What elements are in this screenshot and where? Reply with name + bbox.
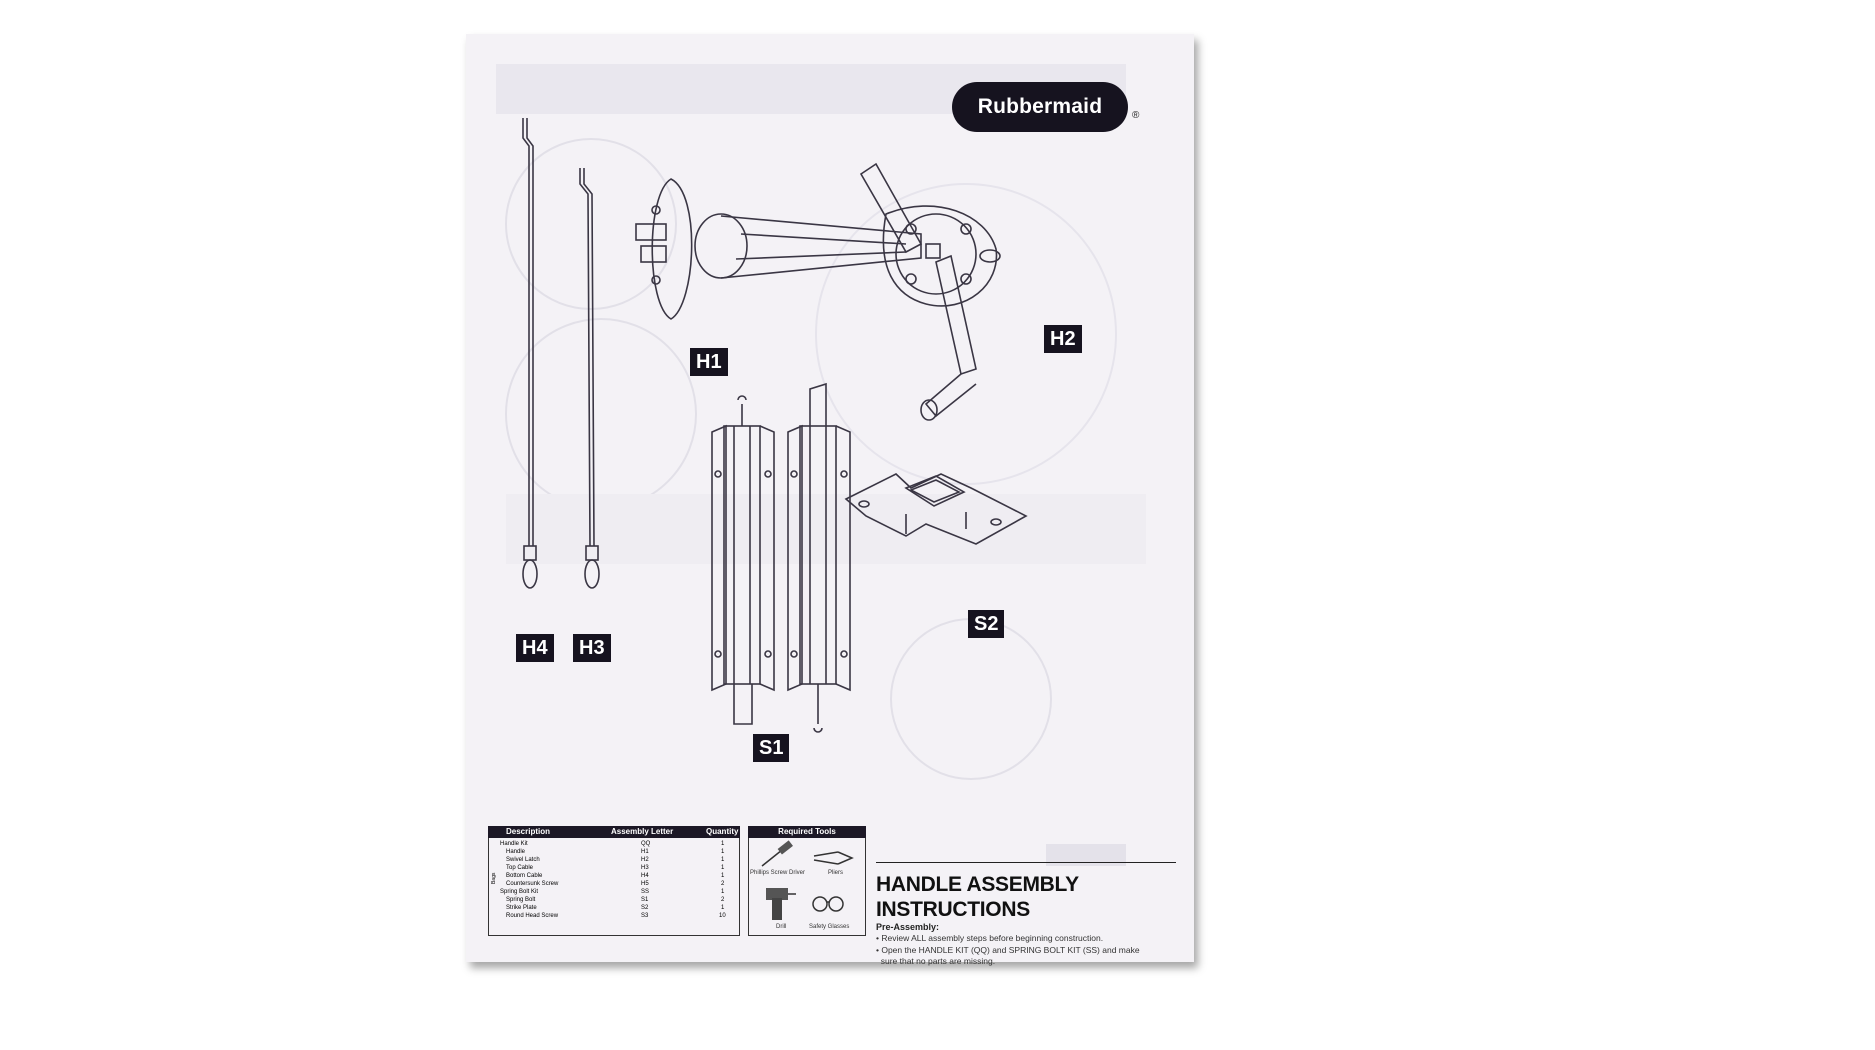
pliers-icon bbox=[814, 852, 852, 864]
table-row-quantity: 1 bbox=[721, 873, 725, 879]
table-row-description: Spring Bolt bbox=[506, 897, 536, 903]
pre-assembly-bullet: • Review ALL assembly steps before beginning construction. bbox=[876, 933, 1104, 943]
part-label-h1: H1 bbox=[690, 348, 728, 376]
table-row-letter: S2 bbox=[641, 905, 649, 911]
table-row-description: Countersunk Screw bbox=[506, 881, 559, 887]
table-row-letter: H5 bbox=[641, 881, 649, 887]
tool-label-safety-glasses: Safety Glasses bbox=[809, 924, 850, 930]
tool-label-drill: Drill bbox=[776, 924, 787, 930]
table-row-description: Spring Bolt Kit bbox=[500, 889, 539, 895]
table-row-quantity: 1 bbox=[721, 841, 725, 847]
table-row-letter: S1 bbox=[641, 897, 649, 903]
table-row-quantity: 2 bbox=[721, 881, 725, 887]
pre-assembly-bullet: • Open the HANDLE KIT (QQ) and SPRING BOLT KIT (SS) and make bbox=[876, 945, 1140, 955]
table-row-description: Handle Kit bbox=[500, 841, 528, 847]
table-row-quantity: 1 bbox=[721, 857, 725, 863]
col-header-assembly-letter: Assembly Letter bbox=[611, 827, 674, 836]
spring-bolt-left-drawing bbox=[712, 396, 774, 724]
table-row-letter: H1 bbox=[641, 849, 649, 855]
table-row-description: Bottom Cable bbox=[506, 873, 543, 879]
tools-icons bbox=[748, 840, 864, 930]
table-row-quantity: 1 bbox=[721, 889, 725, 895]
col-header-quantity: Quantity bbox=[706, 827, 739, 836]
part-label-s1: S1 bbox=[753, 734, 789, 762]
required-tools-header: Required Tools bbox=[748, 826, 866, 838]
table-row-description: Strike Plate bbox=[506, 905, 537, 911]
col-header-description: Description bbox=[506, 827, 551, 836]
table-row-letter: H2 bbox=[641, 857, 649, 863]
table-row-description: Top Cable bbox=[506, 865, 534, 871]
handle-drawing bbox=[636, 179, 921, 319]
table-row-description: Handle bbox=[506, 849, 526, 855]
bottom-cable-drawing bbox=[523, 118, 537, 588]
tool-label-screwdriver: Phillips Screw Driver bbox=[750, 870, 806, 876]
table-row-letter: SS bbox=[641, 889, 650, 895]
pre-assembly-heading: Pre-Assembly: bbox=[876, 922, 940, 932]
table-row-description: Round Head Screw bbox=[506, 913, 559, 919]
table-row-quantity: 10 bbox=[719, 913, 726, 919]
table-row-letter: H4 bbox=[641, 873, 649, 879]
glasses-icon bbox=[813, 897, 843, 911]
table-row-letter: S3 bbox=[641, 913, 649, 919]
swivel-latch-drawing bbox=[861, 164, 1000, 420]
table-row-quantity: 1 bbox=[721, 849, 725, 855]
spring-bolt-right-drawing bbox=[788, 384, 850, 732]
rubbermaid-logo: Rubbermaid bbox=[952, 82, 1128, 132]
table-row-quantity: 1 bbox=[721, 865, 725, 871]
part-label-s2: S2 bbox=[968, 610, 1004, 638]
table-row-quantity: 2 bbox=[721, 897, 725, 903]
part-label-h3: H3 bbox=[573, 634, 611, 662]
part-label-h2: H2 bbox=[1044, 325, 1082, 353]
title-rule bbox=[876, 862, 1176, 863]
part-label-h4: H4 bbox=[516, 634, 554, 662]
table-row-letter: QQ bbox=[641, 841, 651, 847]
parts-illustration bbox=[466, 34, 1194, 962]
instruction-sheet bbox=[466, 34, 1194, 966]
bags-side-label: Bags bbox=[491, 872, 497, 884]
table-row-quantity: 1 bbox=[721, 905, 725, 911]
pre-assembly-bullet: sure that no parts are missing. bbox=[876, 956, 996, 966]
table-row-letter: H3 bbox=[641, 865, 649, 871]
registered-mark: ® bbox=[1132, 110, 1140, 121]
strike-plate-drawing bbox=[846, 474, 1026, 544]
table-row-description: Swivel Latch bbox=[506, 857, 540, 863]
top-cable-drawing bbox=[580, 168, 599, 588]
screwdriver-icon bbox=[762, 840, 793, 866]
tool-label-pliers: Pliers bbox=[828, 870, 844, 876]
drill-icon bbox=[766, 888, 796, 920]
page-title: HANDLE ASSEMBLY INSTRUCTIONS bbox=[876, 873, 1079, 921]
